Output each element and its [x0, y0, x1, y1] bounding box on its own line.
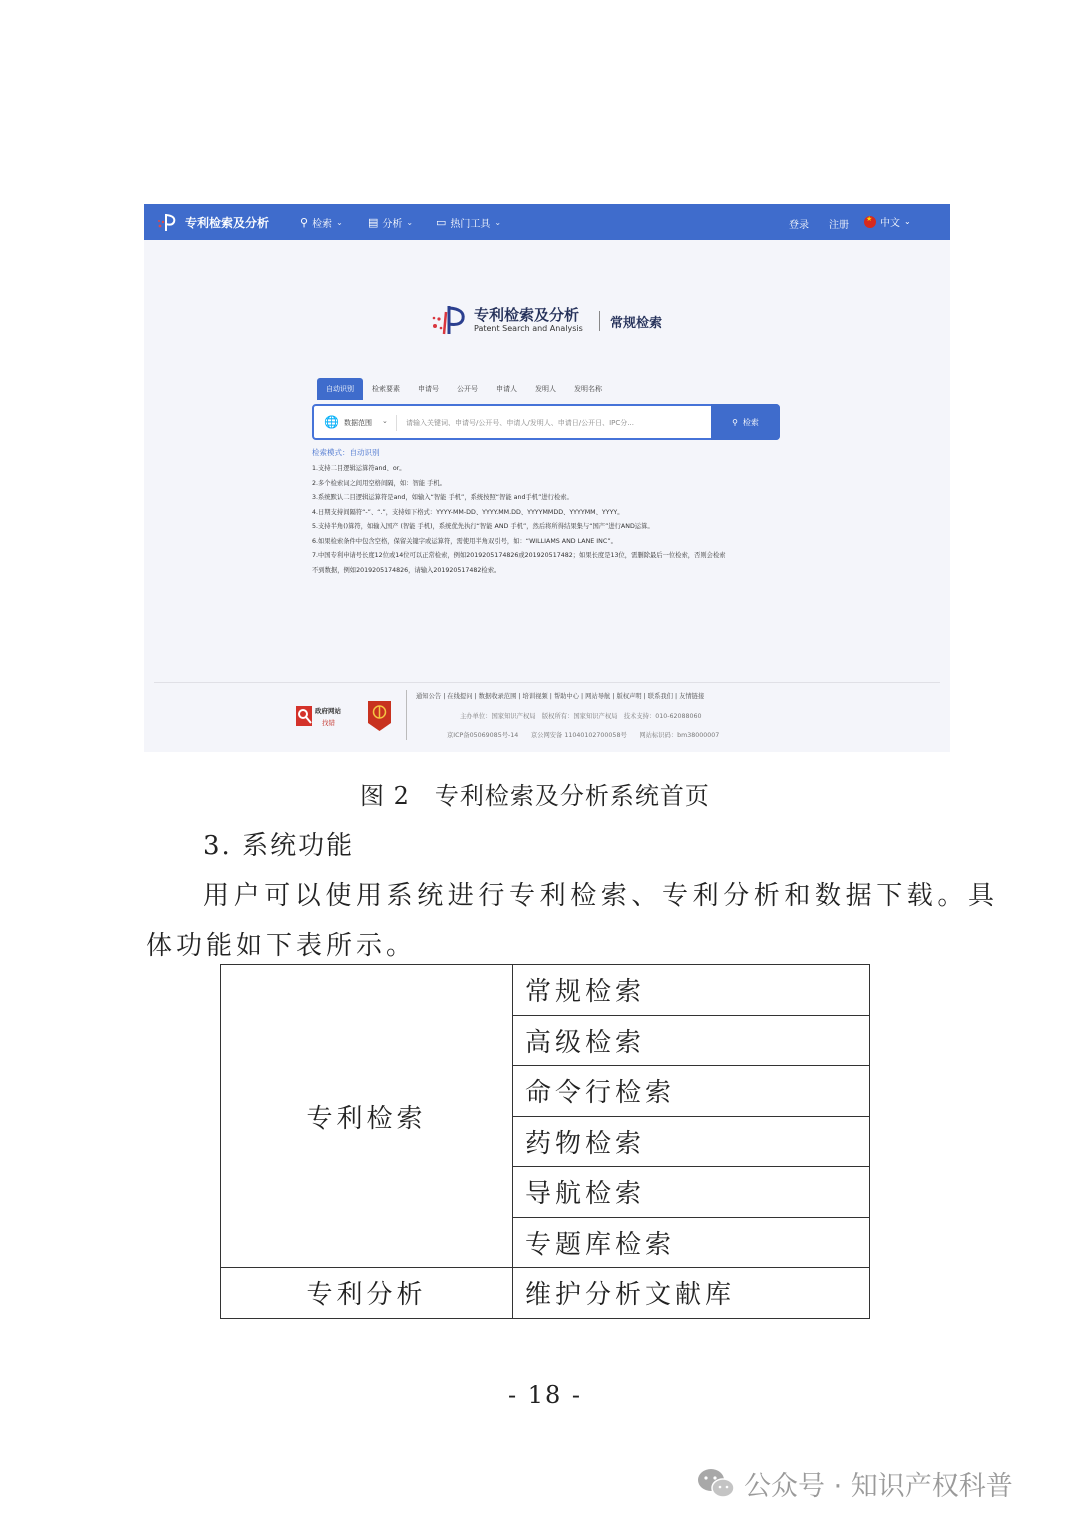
page-number: - 18 -	[507, 1381, 582, 1409]
table-item-cell: 导航检索	[513, 1167, 870, 1218]
tab-publication-number[interactable]: 公开号	[457, 385, 478, 393]
footer-icp-info: 京ICP备05069085号-14 京公网安备 11040102700058号 网站标识码：bm38000007	[447, 732, 720, 739]
section-heading: 3. 系统功能	[203, 831, 355, 861]
paragraph-line: 体功能如下表所示。	[146, 931, 417, 961]
tip-line: 不到数据，例如2019205174826，请输入201920517482检索。	[312, 566, 501, 574]
chevron-down-icon[interactable]: ⌄	[382, 417, 388, 425]
table-item-cell: 常规检索	[513, 965, 870, 1016]
login-link[interactable]: 登录	[789, 220, 809, 231]
hero-subtitle: Patent Search and Analysis	[474, 324, 583, 333]
watermark-text: 公众号 · 知识产权科普	[744, 1471, 1013, 1502]
search-icon: ⚲	[732, 417, 738, 427]
tab-auto-detect[interactable]: 自动识别	[317, 378, 363, 400]
footer-host-info: 主办单位：国家知识产权局 版权所有：国家知识产权局 技术支持：010-62088060	[460, 713, 702, 720]
search-tips	[312, 462, 792, 578]
tip-line: 1.支持二目逻辑运算符and、or。	[312, 465, 406, 472]
system-homepage-screenshot	[144, 204, 950, 752]
monitor-icon: ▭	[436, 216, 447, 229]
search-bar	[312, 404, 780, 440]
tab-inventor[interactable]: 发明人	[535, 385, 556, 393]
search-input[interactable]: 请输入关键词、申请号/公开号、申请人/发明人、申请日/公开日、IPC分...	[406, 419, 634, 427]
table-row	[221, 1268, 870, 1319]
gov-site-error-badge[interactable]	[294, 701, 352, 731]
tip-line: 7.中国专利申请号长度12位或14位可以正常检索，例如2019205174826或201920517482；如果长度是13位，需删除最后一位检索，否则会检索	[312, 552, 726, 559]
tip-line: 5.支持半角()算符，如输入国产 (智能 手机)，系统优先执行“智能 AND 手机”，然后将所得结果集与“国产”进行AND运算。	[312, 523, 654, 530]
chevron-down-icon: ⌄	[406, 218, 414, 227]
gov-badge-title: 政府网站	[315, 707, 341, 715]
tab-application-number[interactable]: 申请号	[418, 385, 439, 393]
register-link[interactable]: 注册	[829, 220, 849, 231]
figure-caption: 图 2 专利检索及分析系统首页	[360, 782, 710, 810]
top-nav-bar	[144, 204, 950, 240]
wechat-watermark	[696, 1464, 1013, 1503]
search-button-label: 检索	[742, 417, 759, 427]
tab-invention-title[interactable]: 发明名称	[574, 385, 602, 393]
tip-line: 4.日期支持间隔符“-”、“.”，支持如下格式：YYYY-MM-DD、YYYY.MM.DD、YYYYMMDD、YYYYMM、YYYY。	[312, 508, 624, 516]
table-item-cell: 维护分析文献库	[513, 1268, 870, 1319]
patent-search-logo-icon	[430, 304, 468, 336]
nav-item-label: 分析	[382, 219, 403, 230]
language-selector[interactable]	[864, 214, 911, 229]
table-category-cell: 专利分析	[221, 1268, 513, 1319]
gov-badge-subtitle: 找错	[322, 719, 335, 727]
table-item-cell: 命令行检索	[513, 1066, 870, 1117]
footer-separator	[406, 690, 407, 740]
chevron-down-icon: ⌄	[904, 217, 911, 226]
table-item-cell: 专题库检索	[513, 1217, 870, 1268]
search-icon: ⚲	[300, 216, 309, 229]
tab-search-elements[interactable]: 检索要素	[372, 385, 400, 393]
hero-divider	[599, 311, 600, 331]
nav-item-label: 检索	[312, 219, 333, 230]
nav-brand[interactable]: 专利检索及分析	[185, 216, 270, 230]
nav-item-tools[interactable]	[436, 215, 501, 230]
function-table	[220, 964, 870, 1319]
tip-line: 3.系统默认二目逻辑运算符是and，如输入“智能 手机”，系统按照“智能 and手机”进行检索。	[312, 494, 573, 501]
data-range-dropdown[interactable]: 数据范围	[344, 419, 372, 427]
wechat-icon	[696, 1467, 736, 1501]
search-button[interactable]	[711, 404, 780, 440]
chevron-down-icon: ⌄	[494, 218, 502, 227]
language-label: 中文	[880, 218, 900, 229]
table-item-cell: 高级检索	[513, 1015, 870, 1066]
footer-links[interactable]: 通知公告 | 在线提问 | 数据收录范围 | 培训视频 | 帮助中心 | 网站导航 | 版权声明 | 联系我们 | 友情链接	[416, 693, 705, 700]
nav-item-analysis[interactable]	[368, 215, 413, 230]
magnifier-badge-icon	[294, 704, 314, 728]
search-type-tabs	[317, 378, 611, 400]
hero-title: 专利检索及分析	[474, 306, 580, 324]
table-item-cell: 药物检索	[513, 1116, 870, 1167]
chart-icon: ▤	[368, 216, 379, 229]
globe-icon: 🌐	[324, 415, 339, 429]
table-row	[221, 965, 870, 1016]
search-mode-line: 检索模式：自动识别	[312, 448, 380, 457]
patent-logo-icon	[156, 212, 178, 232]
chevron-down-icon: ⌄	[336, 218, 343, 227]
party-emblem-icon	[366, 697, 393, 733]
tab-applicant[interactable]: 申请人	[496, 385, 517, 393]
tip-line: 6.如果检索条件中包含空格，保留关键字或运算符，需使用半角双引号，如：“WILLIAMS AND LANE INC”。	[312, 537, 617, 545]
hero-mode-title: 常规检索	[610, 316, 663, 331]
nav-item-label: 热门工具	[450, 219, 491, 230]
table-category-cell: 专利检索	[221, 965, 513, 1268]
footer-divider	[154, 682, 940, 683]
tip-line: 2.多个检索词之间用空格间隔，如：智能 手机。	[312, 479, 446, 487]
paragraph-line: 用户可以使用系统进行专利检索、专利分析和数据下载。具	[203, 881, 999, 911]
nav-item-search[interactable]	[300, 215, 343, 230]
search-divider	[396, 415, 397, 431]
china-flag-icon	[864, 216, 876, 228]
